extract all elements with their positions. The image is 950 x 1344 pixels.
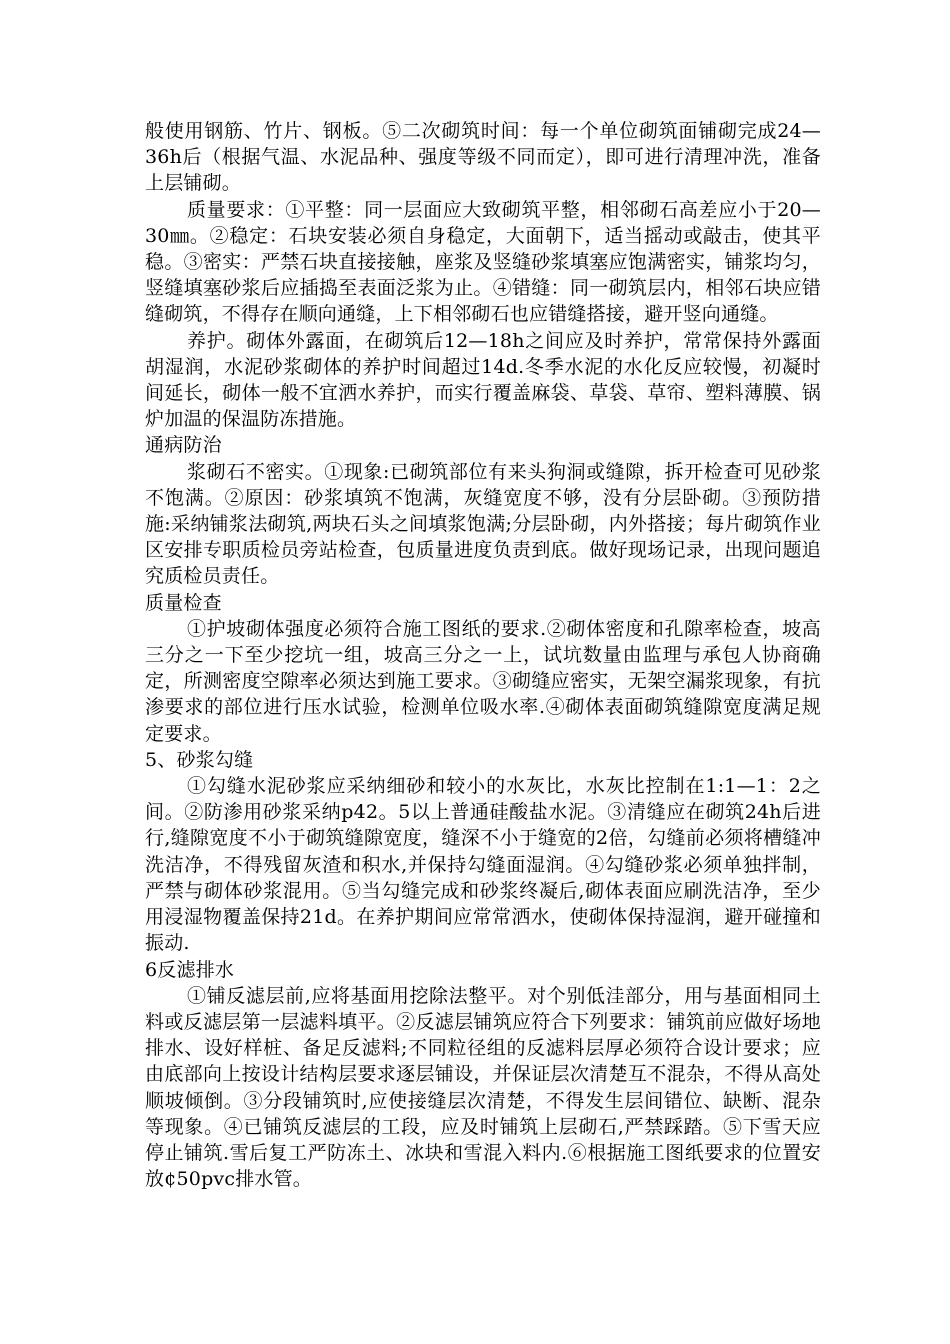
paragraph-quality-inspection: ①护坡砌体强度必须符合施工图纸的要求.②砌体密度和孔隙率检查，坡高三分之一下至少挖坑一组，坡高三分之一上，试坑数量由监理与承包人协商确定，所测密度空隙率必须达到施工要求。③砌缝应密实，无架空漏浆现象，有抗渗要求的部位进行压水试验，检测单位吸水率.④砌体表面砌筑缝隙宽度满足规定要求。 <box>145 617 821 745</box>
paragraph-curing: 养护。砌体外露面，在砌筑后12—18h之间应及时养护，常常保持外露面胡湿润，水泥砂浆砌体的养护时间超过14d.冬季水泥的水化反应较慢，初凝时间延长，砌体一般不宜洒水养护，而实行覆盖麻袋、草袋、草帘、塑料薄膜、锅炉加温的保温防冻措施。 <box>145 329 821 431</box>
document-page <box>145 118 821 1192</box>
section-heading-mortar-pointing: 5、砂浆勾缝 <box>145 748 254 771</box>
paragraph-filter-drainage: ①铺反滤层前,应将基面用挖除法整平。对个别低洼部分，用与基面相同土料或反滤层第一层滤料填平。②反滤层铺筑应符合下列要求：铺筑前应做好场地排水、设好样桩、备足反滤料;不同粒径组的反滤料层厚必须符合设计要求；应由底部向上按设计结构层要求逐层铺设，并保证层次清楚互不混杂，不得从高处顺坡倾倒。③分段铺筑时,应使接缝层次清楚，不得发生层间错位、缺断、混杂等现象。④已铺筑反滤层的工段，应及时铺筑上层砌石,严禁踩踏。⑤下雪天应停止铺筑.雪后复工严防冻土、冰块和雪混入料内.⑥根据施工图纸要求的位置安放¢50pvc排水管。 <box>145 984 821 1191</box>
section-heading-common-defects: 通病防治 <box>145 434 222 457</box>
section-heading-quality-inspection: 质量检查 <box>145 591 222 614</box>
paragraph-mortar-not-dense: 浆砌石不密实。①现象:已砌筑部位有来头狗洞或缝隙，拆开检查可见砂浆不饱满。②原因：砂浆填筑不饱满，灰缝宽度不够，没有分层卧砌。③预防措施:采纳铺浆法砌筑,两块石头之间填浆饱满;分层卧砌，内外搭接；每片砌筑作业区安排专职质检员旁站检查，包质量进度负责到底。做好现场记录，出现问题追究质检员责任。 <box>145 460 821 588</box>
paragraph-continuation: 般使用钢筋、竹片、钢板。⑤二次砌筑时间：每一个单位砌筑面铺砌完成24—36h后（根据气温、水泥品种、强度等级不同而定），即可进行清理冲洗，准备上层铺砌。 <box>145 120 821 195</box>
paragraph-mortar-pointing: ①勾缝水泥砂浆应采纳细砂和较小的水灰比，水灰比控制在1:1—1：2之间。②防渗用砂浆采纳p42。5以上普通硅酸盐水泥。③清缝应在砌筑24h后进行,缝隙宽度不小于砌筑缝隙宽度，缝深不小于缝宽的2倍，勾缝前必须将槽缝冲洗洁净，不得残留灰渣和积水,并保持勾缝面湿润。④勾缝砂浆必须单独拌制，严禁与砌体砂浆混用。⑤当勾缝完成和砂浆终凝后,砌体表面应刷洗洁净，至少用浸湿物覆盖保持21d。在养护期间应常常洒水，使砌体保持湿润，避开碰撞和振动. <box>145 775 821 955</box>
section-heading-filter-drainage: 6反滤排水 <box>145 958 235 981</box>
paragraph-quality-requirements: 质量要求：①平整：同一层面应大致砌筑平整，相邻砌石高差应小于20—30㎜。②稳定：石块安装必须自身稳定，大面朝下，适当摇动或敲击，使其平稳。③密实：严禁石块直接接触，座浆及竖缝砂浆填塞应饱满密实，铺浆均匀，竖缝填塞砂浆后应插捣至表面泛浆为止。④错缝：同一砌筑层内，相邻石块应错缝砌筑，不得存在顺向通缝，上下相邻砌石也应错缝搭接，避开竖向通缝。 <box>145 198 821 326</box>
